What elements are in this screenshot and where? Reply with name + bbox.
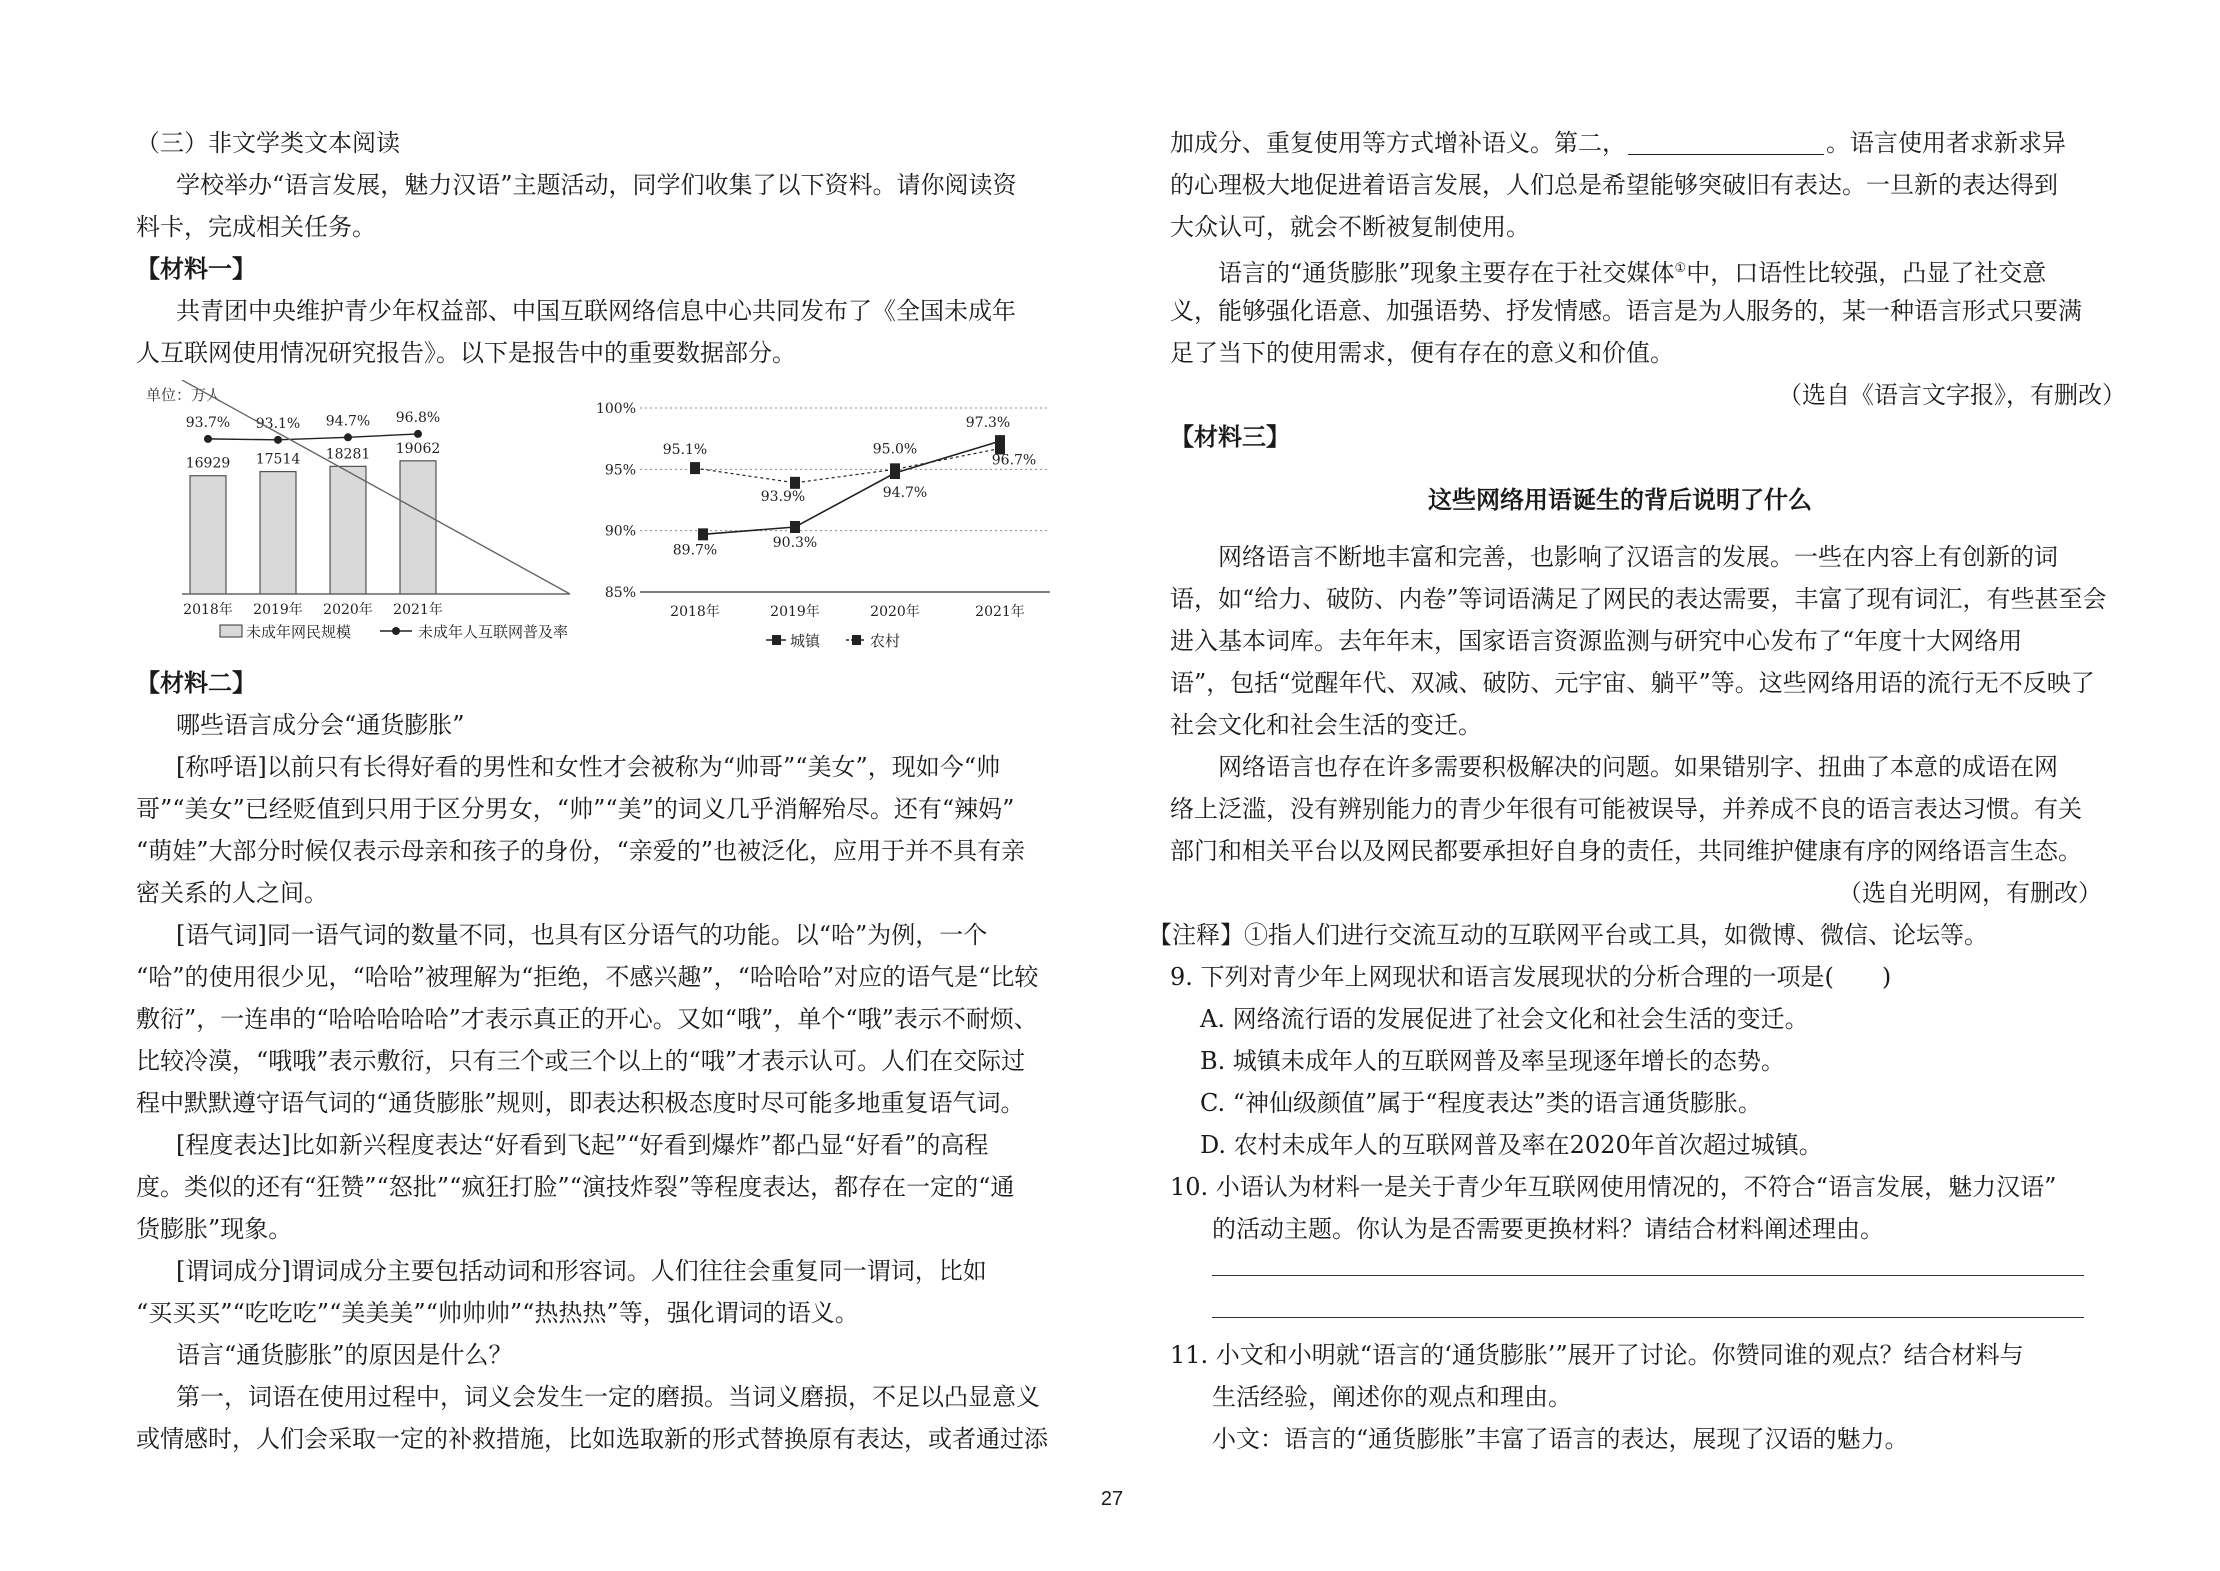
question-9: 9. 下列对青少年上网现状和语言发展现状的分析合理的一项是( ) [1170, 963, 1892, 991]
rural-point-2 [890, 467, 900, 479]
y-tick-1: 95% [604, 462, 636, 479]
legend-label-rural: 农村 [870, 632, 901, 650]
rural-point-0 [698, 528, 708, 540]
material-1-line-1: 共青团中央维护青少年权益部、中国互联网络信息中心共同发布了《全国未成年 [176, 297, 1016, 325]
material-1-line-2: 人互联网使用情况研究报告》。以下是报告中的重要数据部分。 [136, 339, 796, 367]
urban-label-3: 96.7% [991, 452, 1037, 469]
para-chenghu-3: “萌娃”大部分时候仅表示母亲和孩子的身份，“亲爱的”也被泛化，应用于并不具有亲 [136, 837, 1026, 865]
material-2-heading: 【材料二】 [136, 669, 256, 697]
material-3-heading: 【材料三】 [1170, 423, 1290, 451]
bar-2 [330, 466, 366, 594]
question-10-line-1: 10. 小语认为材料一是关于青少年互联网使用情况的，不符合“语言发展，魅力汉语” [1170, 1173, 2057, 1201]
reason-question: 语言“通货膨胀”的原因是什么？ [176, 1341, 513, 1369]
legend-label-scale: 未成年网民规模 [246, 623, 352, 641]
urban-label-0: 95.1% [662, 442, 708, 459]
para-chengdu-3: 货膨胀”现象。 [136, 1215, 293, 1243]
rate-point-3 [414, 430, 422, 438]
right-line-4 [1218, 252, 2046, 290]
bar-value-label-1: 17514 [255, 451, 301, 468]
footnote-marker: ① [1674, 261, 1687, 276]
rate-point-1 [274, 436, 282, 444]
para-reason-1: 第一，词语在使用过程中，词义会发生一定的磨损。当词义磨损，不足以凸显意义 [176, 1383, 1040, 1411]
question-11-line-2: 生活经验，阐述你的观点和理由。 [1212, 1383, 1572, 1411]
material-3-line-2: 语，如“给力、破防、内卷”等词语满足了网民的表达需要，丰富了现有词汇，有些甚至会 [1170, 585, 2107, 613]
urban-label-1: 93.9% [760, 488, 806, 505]
question-11-line-3: 小文：语言的“通货膨胀”丰富了语言的表达，展现了汉语的魅力。 [1212, 1425, 1909, 1453]
bar-x-tick-2: 2020年 [323, 602, 373, 618]
rural-point-1 [790, 521, 800, 533]
bar-value-label-3: 19062 [395, 440, 441, 457]
para-chenghu-1: [称呼语]以前只有长得好看的男性和女性才会被称为“帅哥”“美女”，现如今“帅 [176, 753, 1001, 781]
y-tick-2: 90% [604, 523, 636, 540]
rate-line [208, 434, 418, 440]
answer-line-2[interactable] [1212, 1317, 2084, 1318]
material-1-heading: 【材料一】 [136, 255, 256, 283]
rural-label-3: 97.3% [965, 415, 1011, 432]
material-3-line-1: 网络语言不断地丰富和完善，也影响了汉语言的发展。一些在内容上有创新的词 [1218, 543, 2058, 571]
fill-in-blank[interactable] [1628, 130, 1824, 155]
line-x-tick-3: 2021年 [975, 604, 1025, 620]
bar-x-tick-1: 2019年 [253, 602, 303, 618]
rural-label-1: 90.3% [772, 534, 818, 551]
material-3-line-3: 进入基本词库。去年年末，国家语言资源监测与研究中心发布了“年度十大网络用 [1170, 627, 2023, 655]
right-line-6: 足了当下的使用需求，便有存在的意义和价值。 [1170, 339, 1674, 367]
bar-0 [190, 476, 226, 594]
para-reason-2: 或情感时，人们会采取一定的补救措施，比如选取新的形式替换原有表达，或者通过添 [136, 1425, 1048, 1453]
para-yuqi-1: [语气词]同一语气词的数量不同，也具有区分语气的功能。以“哈”为例，一个 [176, 921, 988, 949]
right-line-3: 大众认可，就会不断被复制使用。 [1170, 213, 1530, 241]
right-line-1-before: 加成分、重复使用等方式增补语义。第二， [1170, 129, 1626, 157]
bar-value-label-0: 16929 [185, 455, 231, 472]
line-x-tick-1: 2019年 [770, 604, 820, 620]
material-3-line-6: 网络语言也存在许多需要积极解决的问题。如果错别字、扭曲了本意的成语在网 [1218, 753, 2058, 781]
bar-3 [400, 461, 436, 594]
rate-point-2 [344, 433, 352, 441]
bar-value-label-2: 18281 [325, 446, 371, 463]
line-chart [590, 392, 1060, 662]
para-weici-1: [谓词成分]谓词成分主要包括动词和形容词。人们往往会重复同一谓词，比如 [176, 1257, 987, 1285]
material-3-line-7: 络上泛滥，没有辨别能力的青少年很有可能被误导，并养成不良的语言表达习惯。有关 [1170, 795, 2082, 823]
rate-label-1: 93.1% [255, 415, 301, 432]
right-line-1 [1170, 126, 2066, 160]
source-1: （选自《语言文字报》，有删改） [1778, 381, 2126, 409]
option-b[interactable]: B. 城镇未成年人的互联网普及率呈现逐年增长的态势。 [1200, 1047, 1785, 1075]
urban-point-0 [690, 462, 700, 474]
rate-point-0 [204, 435, 212, 443]
material-3-line-8: 部门和相关平台以及网民都要承担好自身的责任，共同维护健康有序的网络语言生态。 [1170, 837, 2082, 865]
bar-x-tick-3: 2021年 [393, 602, 443, 618]
bar-chart [130, 380, 580, 660]
rate-label-3: 96.8% [395, 409, 441, 426]
series-line-rural [703, 441, 1000, 534]
right-line-1-after: 。语言使用者求新求异 [1826, 129, 2066, 157]
right-line-4-before: 语言的“通货膨胀”现象主要存在于社交媒体 [1218, 259, 1675, 287]
right-line-2: 的心理极大地促进着语言发展，人们总是希望能够突破旧有表达。一旦新的表达得到 [1170, 171, 2058, 199]
para-weici-2: “买买买”“吃吃吃”“美美美”“帅帅帅”“热热热”等，强化谓词的语义。 [136, 1299, 859, 1327]
material-3-title: 这些网络用语诞生的背后说明了什么 [1428, 486, 1812, 514]
y-tick-0: 100% [595, 401, 636, 417]
material-3-line-5: 社会文化和社会生活的变迁。 [1170, 711, 1482, 739]
option-d[interactable]: D. 农村未成年人的互联网普及率在2020年首次超过城镇。 [1200, 1131, 1823, 1159]
series-line-urban [695, 448, 1000, 482]
bar-1 [260, 472, 296, 594]
para-chenghu-2: 哥”“美女”已经贬值到只用于区分男女，“帅”“美”的词义几乎消解殆尽。还有“辣妈” [136, 795, 1015, 823]
rural-point-3 [995, 435, 1005, 447]
legend-label-urban: 城镇 [790, 632, 821, 650]
rate-label-2: 94.7% [325, 413, 371, 430]
right-line-4-after: 中，口语性比较强，凸显了社交意 [1686, 259, 2047, 287]
para-chengdu-2: 度。类似的还有“狂赞”“怒批”“疯狂打脸”“演技炸裂”等程度表达，都存在一定的“通 [136, 1173, 1015, 1201]
answer-line-1[interactable] [1212, 1275, 2084, 1276]
para-yuqi-5: 程中默默遵守语气词的“通货膨胀”规则，即表达积极态度时尽可能多地重复语气词。 [136, 1089, 1025, 1117]
y-tick-3: 85% [604, 585, 636, 601]
rate-label-0: 93.7% [185, 414, 231, 431]
page-number: 27 [1100, 1488, 1124, 1510]
intro-line-2: 料卡，完成相关任务。 [136, 213, 376, 241]
footnote: 【注释】①指人们进行交流互动的互联网平台或工具，如微博、微信、论坛等。 [1148, 921, 1988, 949]
para-yuqi-4: 比较冷漠，“哦哦”表示敷衍，只有三个或三个以上的“哦”才表示认可。人们在交际过 [136, 1047, 1026, 1075]
question-11-line-1: 11. 小文和小明就“语言的‘通货膨胀’”展开了讨论。你赞同谁的观点？结合材料与 [1170, 1341, 2024, 1369]
para-yuqi-3: 敷衍”，一连串的“哈哈哈哈哈”才表示真正的开心。又如“哦”，单个“哦”表示不耐烦、 [136, 1005, 1038, 1033]
option-c[interactable]: C. “神仙级颜值”属于“程度表达”类的语言通货膨胀。 [1200, 1089, 1762, 1117]
line-x-tick-0: 2018年 [670, 604, 720, 620]
right-line-5: 义，能够强化语意、加强语势、抒发情感。语言是为人服务的，某一种语言形式只要满 [1170, 297, 2082, 325]
material-3-line-4: 语”，包括“觉醒年代、双减、破防、元宇宙、躺平”等。这些网络用语的流行无不反映了 [1170, 669, 2095, 697]
bar-x-tick-0: 2018年 [183, 602, 233, 618]
legend-label-rate: 未成年人互联网普及率 [418, 623, 569, 641]
rural-label-0: 89.7% [672, 542, 718, 559]
intro-line-1: 学校举办“语言发展，魅力汉语”主题活动，同学们收集了以下资料。请你阅读资 [176, 171, 1017, 199]
para-chengdu-1: [程度表达]比如新兴程度表达“好看到飞起”“好看到爆炸”都凸显“好看”的高程 [176, 1131, 989, 1159]
rural-label-2: 94.7% [882, 485, 928, 502]
option-a[interactable]: A. 网络流行语的发展促进了社会文化和社会生活的变迁。 [1200, 1005, 1809, 1033]
line-x-tick-2: 2020年 [870, 604, 920, 620]
material-2-subtitle: 哪些语言成分会“通货膨胀” [176, 711, 465, 739]
urban-label-2: 95.0% [872, 441, 918, 458]
para-yuqi-2: “哈”的使用很少见，“哈哈”被理解为“拒绝，不感兴趣”，“哈哈哈”对应的语气是“比较 [136, 963, 1039, 991]
question-10-line-2: 的活动主题。你认为是否需要更换材料？请结合材料阐述理由。 [1212, 1215, 1884, 1243]
chart-unit-label: 单位：万人 [146, 386, 222, 404]
urban-point-1 [790, 477, 800, 489]
para-chenghu-4: 密关系的人之间。 [136, 879, 328, 907]
section-title: （三）非文学类文本阅读 [136, 129, 400, 157]
source-2: （选自光明网，有删改） [1838, 879, 2102, 907]
